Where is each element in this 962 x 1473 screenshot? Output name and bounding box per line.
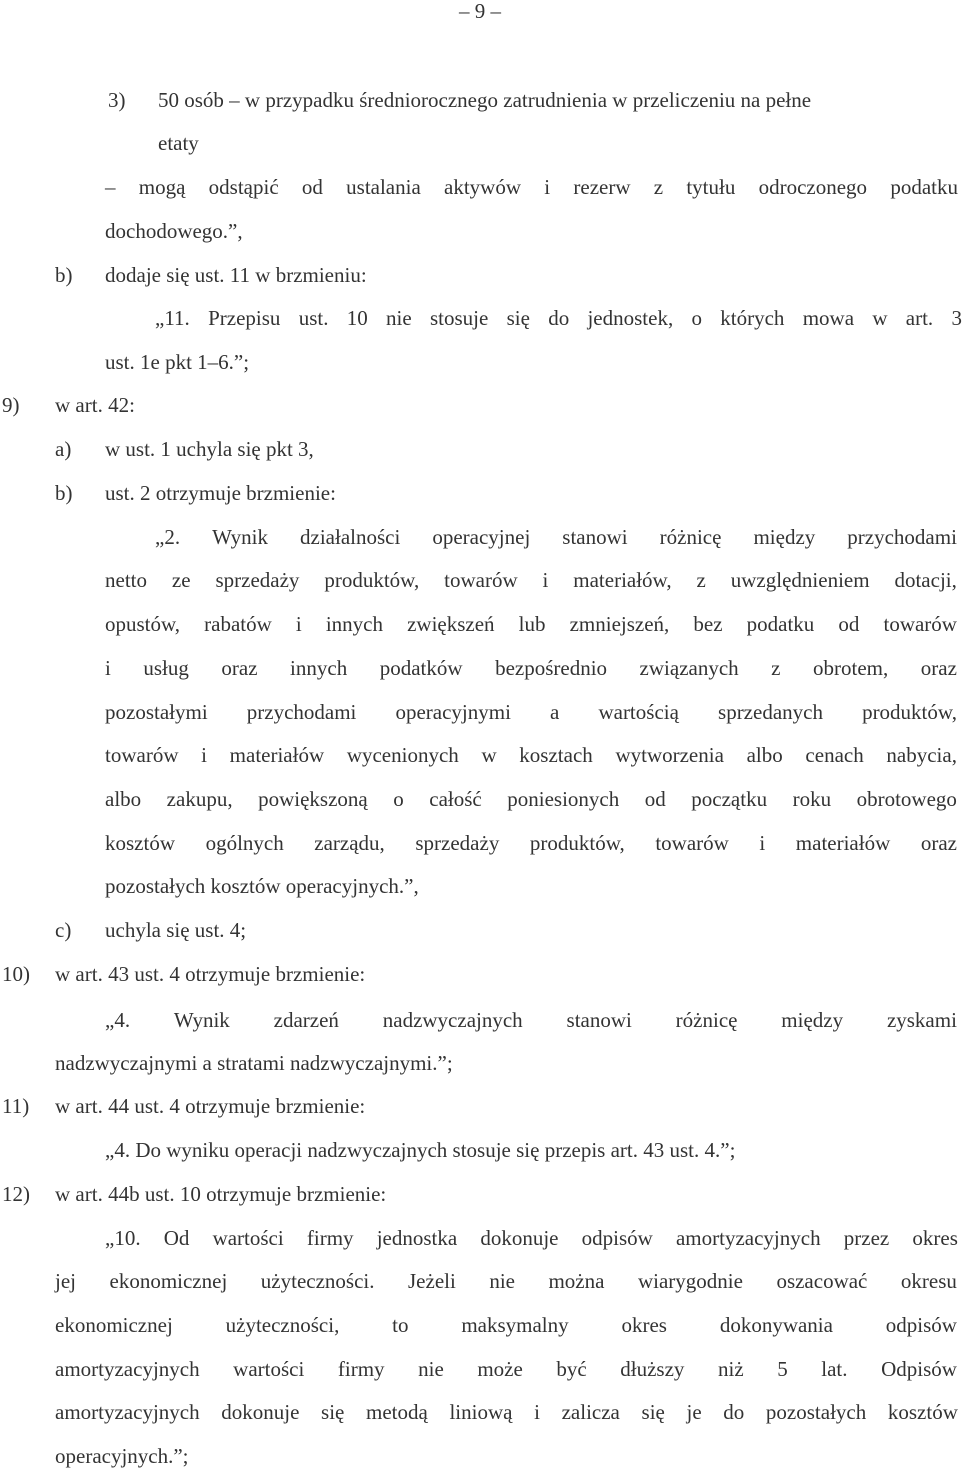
text-line: ust. 1e pkt 1–6.”;: [105, 350, 250, 374]
list-label: 9): [2, 393, 20, 417]
text-line: w art. 43 ust. 4 otrzymuje brzmienie:: [55, 962, 366, 986]
text-line: pozostałych kosztów operacyjnych.”,: [105, 874, 419, 898]
text-line: „2. Wynik działalności operacyjnej stanowi różnicę między przychodami: [155, 525, 957, 549]
text-line: opustów, rabatów i innych zwiększeń lub zmniejszeń, bez podatku od towarów: [105, 612, 957, 636]
text-line: w art. 44 ust. 4 otrzymuje brzmienie:: [55, 1094, 366, 1118]
text-line: dochodowego.”,: [105, 219, 243, 243]
text-line: uchyla się ust. 4;: [105, 918, 247, 942]
page-number: – 9 –: [459, 0, 501, 23]
text-line: ekonomicznej użyteczności, to maksymalny okres dokonywania odpisów: [55, 1313, 957, 1337]
text-line: netto ze sprzedaży produktów, towarów i materiałów, z uwzględnieniem dotacji,: [105, 568, 957, 592]
text-line: „10. Od wartości firmy jednostka dokonuje odpisów amortyzacyjnych przez okres: [105, 1226, 958, 1250]
list-label: 11): [2, 1094, 30, 1118]
text-line: amortyzacyjnych wartości firmy nie może być dłuższy niż 5 lat. Odpisów: [55, 1357, 957, 1381]
text-line: jej ekonomicznej użyteczności. Jeżeli nie można wiarygodnie oszacować okresu: [55, 1269, 957, 1293]
list-label: 10): [2, 962, 30, 986]
text-line: i usług oraz innych podatków bezpośrednio związanych z obrotem, oraz: [105, 656, 957, 680]
list-label: a): [55, 437, 72, 461]
text-line: pozostałymi przychodami operacyjnymi a wartością sprzedanych produktów,: [105, 700, 957, 724]
text-line: 50 osób – w przypadku średniorocznego zatrudnienia w przeliczeniu na pełne: [158, 88, 812, 112]
text-line: „4. Wynik zdarzeń nadzwyczajnych stanowi różnicę między zyskami: [105, 1008, 957, 1032]
text-line: amortyzacyjnych dokonuje się metodą liniową i zalicza się je do pozostałych kosztów: [55, 1400, 958, 1424]
list-label: b): [55, 481, 73, 505]
list-label: b): [55, 263, 73, 287]
text-line: albo zakupu, powiększoną o całość poniesionych od początku roku obrotowego: [105, 787, 957, 811]
list-label: c): [55, 918, 72, 942]
list-label: 12): [2, 1182, 30, 1206]
text-line: w art. 44b ust. 10 otrzymuje brzmienie:: [55, 1182, 387, 1206]
text-line: towarów i materiałów wycenionych w kosztach wytworzenia albo cenach nabycia,: [105, 743, 957, 767]
text-line: w ust. 1 uchyla się pkt 3,: [105, 437, 314, 461]
text-line: kosztów ogólnych zarządu, sprzedaży produktów, towarów i materiałów oraz: [105, 831, 957, 855]
text-line: nadzwyczajnymi a stratami nadzwyczajnymi.”;: [55, 1051, 453, 1075]
text-line: ust. 2 otrzymuje brzmienie:: [105, 481, 336, 505]
text-line: w art. 42:: [55, 393, 135, 417]
text-line: – mogą odstąpić od ustalania aktywów i rezerw z tytułu odroczonego podatku: [105, 175, 958, 199]
text-line: „4. Do wyniku operacji nadzwyczajnych stosuje się przepis art. 43 ust. 4.”;: [105, 1138, 736, 1162]
text-line: operacyjnych.”;: [55, 1444, 189, 1468]
text-line: „11. Przepisu ust. 10 nie stosuje się do jednostek, o których mowa w art. 3: [155, 306, 962, 330]
text-line: dodaje się ust. 11 w brzmieniu:: [105, 263, 367, 287]
text-line: etaty: [158, 131, 199, 155]
list-label: 3): [108, 88, 126, 112]
